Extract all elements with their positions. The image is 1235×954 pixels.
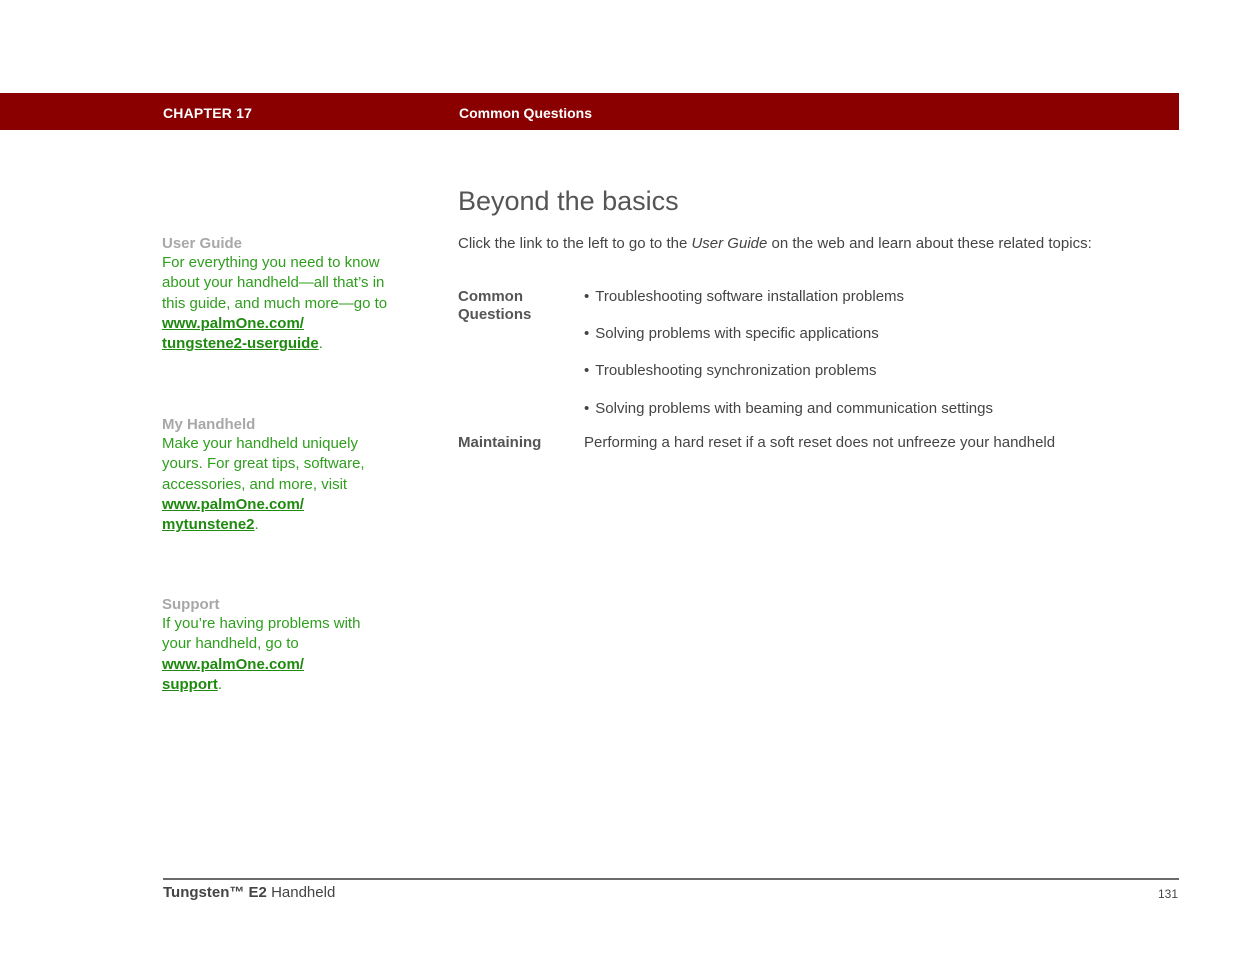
footer-product-rest: Handheld	[266, 884, 336, 901]
topic-item-text: Performing a hard reset if a soft reset does not unfreeze your handheld	[584, 434, 1056, 451]
topic-item-text: Solving problems with specific applications	[595, 325, 879, 342]
sidebar-heading: User Guide	[162, 235, 243, 252]
footer-rule	[163, 878, 1179, 880]
my-handheld-link-cont[interactable]: mytunstene2	[162, 516, 255, 534]
sidebar-section-my-handheld	[162, 415, 392, 535]
footer-product-bold: Tungsten™ E2	[163, 884, 267, 901]
bullet: •	[584, 400, 590, 417]
topic-item	[584, 288, 904, 305]
link-line: www.palmOne.com/	[162, 655, 304, 673]
sidebar-body	[162, 434, 392, 535]
sidebar-heading: Support	[162, 596, 220, 613]
topic-label-common-questions: Common Questions	[458, 288, 532, 323]
sidebar-body	[162, 253, 392, 354]
section-title: Beyond the basics	[458, 186, 679, 216]
topic-item-text: Troubleshooting synchronization problems	[595, 362, 877, 379]
intro-text: on the web and learn about these related topics:	[767, 235, 1092, 252]
sidebar-section-user-guide	[162, 234, 392, 354]
topic-item-text: Solving problems with beaming and communication settings	[595, 400, 993, 417]
topic-item	[584, 400, 993, 417]
topic-item	[584, 325, 879, 342]
chapter-number: CHAPTER 17	[163, 105, 253, 121]
sidebar-body-text: For everything you need to know about your handheld—all that’s in this guide, and much more—go to	[162, 254, 388, 312]
topic-item-text: Troubleshooting software installation problems	[595, 288, 905, 305]
support-link[interactable]	[162, 655, 392, 675]
intro-paragraph	[458, 235, 1092, 252]
bullet: •	[584, 325, 590, 342]
user-guide-link-cont[interactable]: tungstene2-userguide	[162, 335, 319, 353]
link-line: www.palmOne.com/	[162, 314, 304, 332]
intro-emphasis: User Guide	[691, 235, 768, 252]
page-number: 131	[1157, 887, 1178, 901]
sidebar-body	[162, 614, 392, 695]
intro-text: Click the link to the left to go to the	[458, 235, 692, 252]
my-handheld-link[interactable]	[162, 495, 392, 515]
chapter-title: Common Questions	[459, 105, 593, 121]
topic-label-maintaining: Maintaining	[458, 434, 542, 451]
user-guide-link[interactable]	[162, 314, 392, 334]
sidebar-trail: .	[318, 335, 323, 353]
sidebar-section-support	[162, 595, 392, 695]
footer-product-name	[163, 884, 335, 901]
topic-item	[584, 362, 877, 379]
link-line: www.palmOne.com/	[162, 495, 304, 513]
sidebar-heading: My Handheld	[162, 416, 256, 433]
bullet: •	[584, 288, 590, 305]
sidebar-trail: .	[254, 516, 259, 534]
sidebar-body-text: If you’re having problems with your handheld, go to	[162, 615, 361, 653]
topic-item	[584, 434, 1055, 451]
sidebar-trail: .	[217, 675, 222, 693]
support-link-cont[interactable]: support	[162, 675, 218, 693]
bullet: •	[584, 362, 590, 379]
sidebar-body-text: Make your handheld uniquely yours. For great tips, software, accessories, and more, visit	[162, 435, 365, 493]
